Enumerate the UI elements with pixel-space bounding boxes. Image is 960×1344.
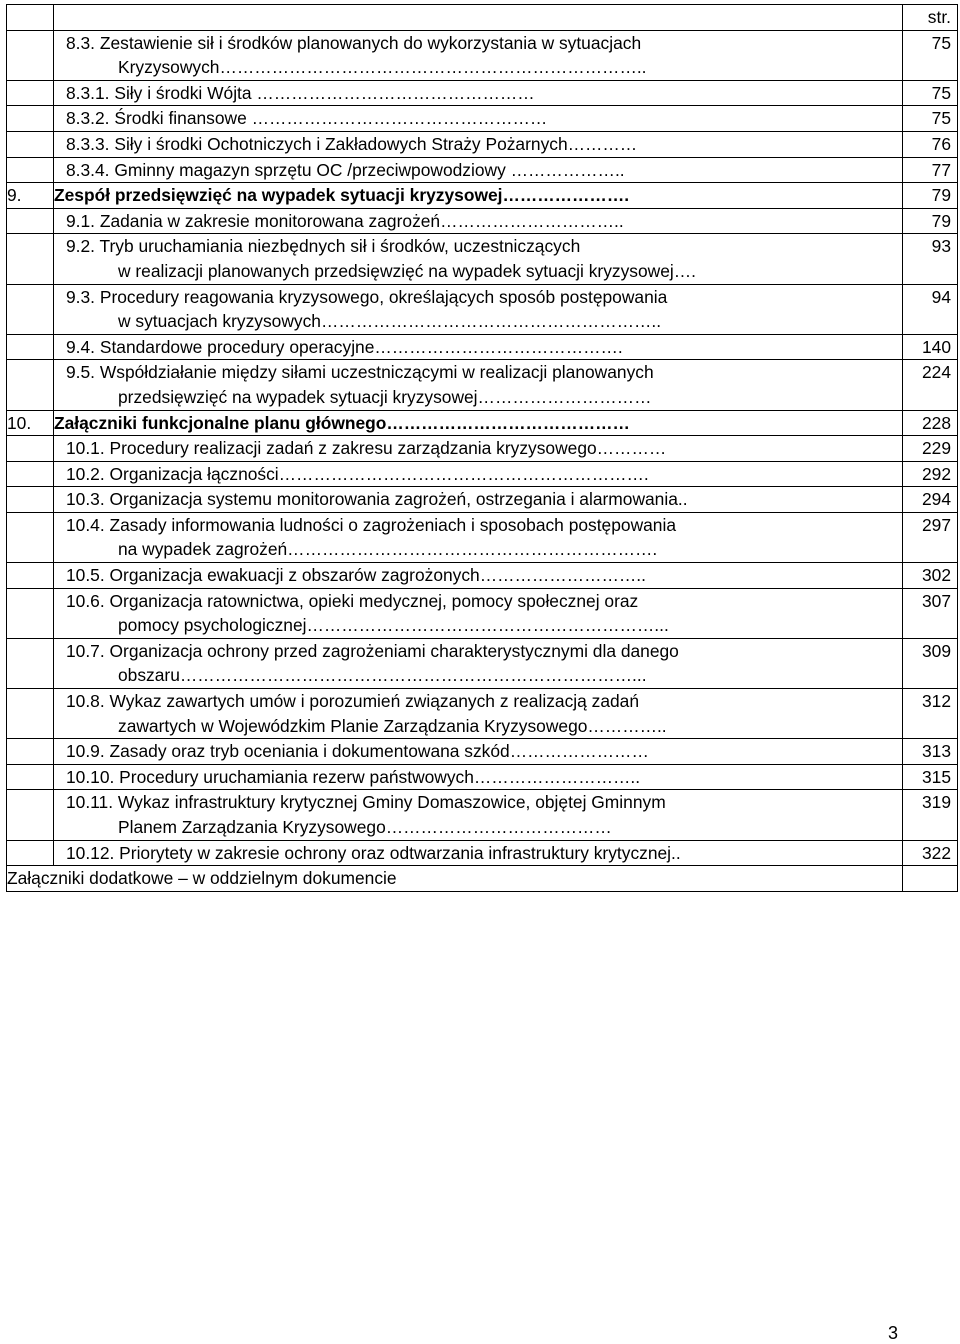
toc-section-number	[7, 487, 54, 513]
toc-row	[7, 157, 958, 183]
toc-section-number	[7, 80, 54, 106]
toc-entry-line: Załączniki funkcjonalne planu głównego……………………………………	[54, 412, 630, 433]
toc-entry-line: Kryzysowych………………………………………………………………..	[118, 57, 647, 78]
toc-row	[7, 234, 958, 284]
toc-row	[7, 487, 958, 513]
toc-entry-line: 10.7. Organizacja ochrony przed zagrożeniami charakterystycznymi dla danego	[66, 640, 679, 661]
toc-page-number: 75	[903, 30, 958, 80]
toc-section-number	[7, 131, 54, 157]
toc-entry-line: 10.8. Wykaz zawartych umów i porozumień związanych z realizacją zadań	[66, 691, 640, 712]
toc-section-number	[7, 436, 54, 462]
toc-page-number: 77	[903, 157, 958, 183]
toc-page-number: 228	[903, 410, 958, 436]
toc-section-number	[7, 334, 54, 360]
toc-entry-title	[54, 334, 903, 360]
toc-entry-title	[54, 30, 903, 80]
toc-entry-line: 10.11. Wykaz infrastruktury krytycznej Gminy Domaszowice, objętej Gminnym	[66, 792, 666, 813]
toc-row	[7, 638, 958, 688]
toc-entry-title	[54, 764, 903, 790]
toc-entry-line: 9.4. Standardowe procedury operacyjne…………………………………….	[66, 336, 623, 357]
toc-entry-line: przedsięwzięć na wypadek sytuacji kryzysowej…………………………	[118, 386, 652, 407]
toc-page-number: 302	[903, 563, 958, 589]
toc-entry-line: 10.5. Organizacja ewakuacji z obszarów zagrożonych………………………..	[66, 565, 646, 586]
toc-page-number: 76	[903, 131, 958, 157]
toc-entry-line: obszaru……………………………………………………………………...	[118, 665, 647, 686]
toc-entry-title	[54, 739, 903, 765]
toc-entry-title	[54, 208, 903, 234]
toc-entry-line: 10.2. Organizacja łączności……………………………………………………….	[66, 463, 649, 484]
toc-entry-line: 9.5. Współdziałanie między siłami uczestniczącymi w realizacji planowanych	[66, 362, 654, 383]
toc-entry-title	[54, 234, 903, 284]
table-of-contents	[6, 4, 958, 892]
toc-section-number	[7, 790, 54, 840]
toc-row	[7, 563, 958, 589]
toc-row	[7, 739, 958, 765]
toc-row	[7, 790, 958, 840]
toc-section-number	[7, 840, 54, 866]
toc-page-number: 322	[903, 840, 958, 866]
toc-section-number	[7, 234, 54, 284]
toc-entry-line: 8.3.2. Środki finansowe ……………………………………………	[66, 108, 548, 129]
toc-header-row	[7, 5, 958, 31]
toc-section-number	[7, 563, 54, 589]
header-num-cell	[7, 5, 54, 31]
toc-entry-line: w realizacji planowanych przedsięwzięć na wypadek sytuacji kryzysowej….	[118, 260, 696, 281]
toc-page-number: 294	[903, 487, 958, 513]
toc-page-number: 319	[903, 790, 958, 840]
toc-entry-title	[54, 106, 903, 132]
toc-entry-title	[54, 512, 903, 562]
toc-row	[7, 131, 958, 157]
toc-row	[7, 80, 958, 106]
toc-entry-line: na wypadek zagrożeń……………………………………………………….	[118, 539, 658, 560]
toc-closing-page-cell	[903, 866, 958, 892]
toc-page-number: 309	[903, 638, 958, 688]
toc-page-number: 312	[903, 689, 958, 739]
toc-entry-line: 8.3.3. Siły i środki Ochotniczych i Zakładowych Straży Pożarnych…………	[66, 133, 638, 154]
toc-row	[7, 410, 958, 436]
toc-entry-line: 10.4. Zasady informowania ludności o zagrożeniach i sposobach postępowania	[66, 514, 677, 535]
toc-page-number: 307	[903, 588, 958, 638]
toc-section-number	[7, 764, 54, 790]
toc-page-number: 224	[903, 360, 958, 410]
toc-entry-title	[54, 284, 903, 334]
toc-section-number	[7, 30, 54, 80]
toc-entry-title	[54, 436, 903, 462]
toc-entry-line: 8.3.1. Siły i środki Wójta …………………………………………	[66, 82, 535, 103]
toc-section-number	[7, 461, 54, 487]
toc-body	[7, 5, 958, 892]
toc-entry-line: 9.1. Zadania w zakresie monitorowana zagrożeń…………………………..	[66, 210, 624, 231]
additional-attachments-note: Załączniki dodatkowe – w oddzielnym dokumencie	[7, 866, 903, 892]
toc-row	[7, 461, 958, 487]
toc-entry-title	[54, 360, 903, 410]
toc-row	[7, 689, 958, 739]
page-column-label: str.	[903, 5, 958, 31]
toc-entry-line: 10.1. Procedury realizacji zadań z zakresu zarządzania kryzysowego…………	[66, 438, 667, 459]
toc-row	[7, 360, 958, 410]
toc-row	[7, 183, 958, 209]
toc-page-number: 94	[903, 284, 958, 334]
toc-entry-line: 10.3. Organizacja systemu monitorowania zagrożeń, ostrzegania i alarmowania..	[66, 489, 688, 510]
toc-section-number	[7, 638, 54, 688]
toc-entry-line: Zespół przedsięwzięć na wypadek sytuacji kryzysowej………………….	[54, 185, 630, 206]
toc-entry-title	[54, 638, 903, 688]
toc-row	[7, 764, 958, 790]
toc-page-number: 93	[903, 234, 958, 284]
toc-entry-title	[54, 410, 903, 436]
toc-section-number	[7, 588, 54, 638]
toc-section-number	[7, 284, 54, 334]
toc-section-number	[7, 208, 54, 234]
toc-row	[7, 840, 958, 866]
toc-section-number	[7, 689, 54, 739]
toc-entry-title	[54, 157, 903, 183]
toc-section-number	[7, 739, 54, 765]
toc-page-number: 292	[903, 461, 958, 487]
toc-entry-title	[54, 790, 903, 840]
toc-page-number: 79	[903, 183, 958, 209]
toc-entry-line: zawartych w Wojewódzkim Planie Zarządzania Kryzysowego…………..	[118, 715, 667, 736]
toc-row	[7, 588, 958, 638]
toc-page-number: 79	[903, 208, 958, 234]
toc-entry-line: 8.3.4. Gminny magazyn sprzętu OC /przeciwpowodziowy ………………..	[66, 159, 625, 180]
toc-row	[7, 208, 958, 234]
toc-entry-title	[54, 183, 903, 209]
toc-page-number: 75	[903, 80, 958, 106]
toc-entry-title	[54, 80, 903, 106]
toc-entry-title	[54, 588, 903, 638]
toc-page-number: 315	[903, 764, 958, 790]
toc-section-number	[7, 512, 54, 562]
toc-entry-line: 8.3. Zestawienie sił i środków planowanych do wykorzystania w sytuacjach	[66, 32, 642, 53]
toc-entry-title	[54, 563, 903, 589]
toc-entry-line: 9.3. Procedury reagowania kryzysowego, określających sposób postępowania	[66, 286, 668, 307]
page-number: 3	[888, 1323, 899, 1343]
toc-entry-title	[54, 840, 903, 866]
toc-entry-line: 10.6. Organizacja ratownictwa, opieki medycznej, pomocy społecznej oraz	[66, 590, 639, 611]
toc-entry-title	[54, 689, 903, 739]
toc-entry-line: 10.9. Zasady oraz tryb oceniania i dokumentowana szkód……………………	[66, 741, 649, 762]
toc-section-number	[7, 106, 54, 132]
toc-row	[7, 512, 958, 562]
toc-section-number: 9.	[7, 183, 54, 209]
toc-page-number: 75	[903, 106, 958, 132]
toc-closing-row	[7, 866, 958, 892]
toc-entry-title	[54, 487, 903, 513]
toc-entry-line: w sytuacjach kryzysowych…………………………………………………..	[118, 311, 662, 332]
toc-section-number	[7, 157, 54, 183]
toc-entry-line: Planem Zarządzania Kryzysowego…………………………………	[118, 817, 612, 837]
toc-section-number: 10.	[7, 410, 54, 436]
toc-entry-line: 10.10. Procedury uruchamiania rezerw państwowych………………………..	[66, 766, 641, 787]
toc-page-number: 229	[903, 436, 958, 462]
toc-section-number	[7, 360, 54, 410]
toc-page-number: 297	[903, 512, 958, 562]
toc-page-number: 140	[903, 334, 958, 360]
toc-row	[7, 436, 958, 462]
toc-row	[7, 106, 958, 132]
toc-page-number: 313	[903, 739, 958, 765]
toc-entry-title	[54, 131, 903, 157]
header-title-cell	[54, 5, 903, 31]
toc-entry-title	[54, 461, 903, 487]
toc-row	[7, 30, 958, 80]
toc-row	[7, 284, 958, 334]
toc-entry-line: 10.12. Priorytety w zakresie ochrony oraz odtwarzania infrastruktury krytycznej..	[66, 842, 681, 863]
toc-row	[7, 334, 958, 360]
toc-entry-line: 9.2. Tryb uruchamiania niezbędnych sił i środków, uczestniczących	[66, 236, 581, 257]
toc-entry-line: pomocy psychologicznej……………………………………………………...	[118, 615, 669, 636]
